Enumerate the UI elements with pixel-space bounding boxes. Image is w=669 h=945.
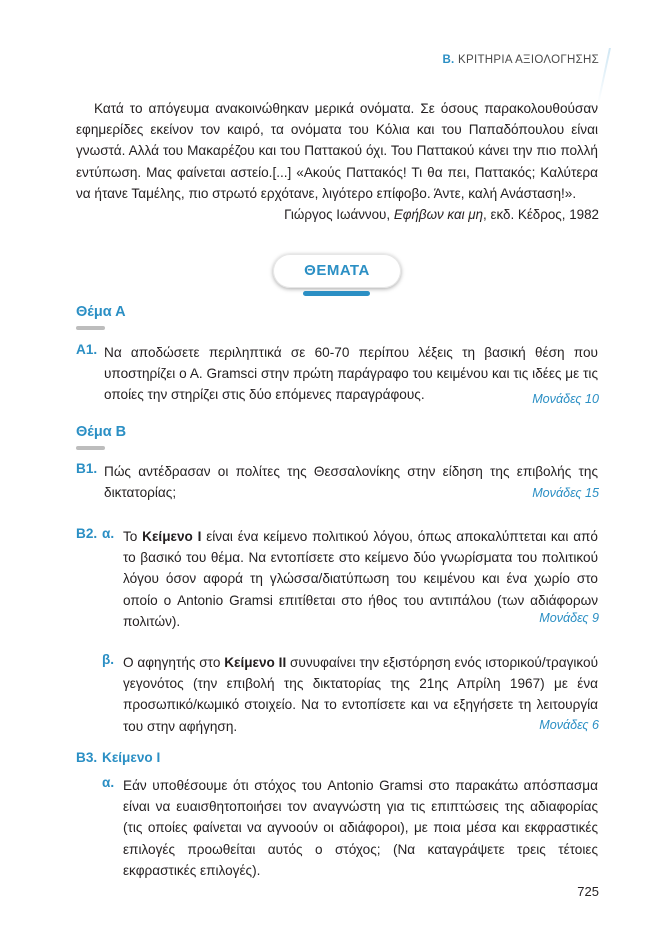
question-b2b-letter: β. (102, 652, 115, 667)
section-a-underline (76, 326, 105, 330)
citation-rest: , εκδ. Κέδρος, 1982 (483, 207, 599, 222)
themes-badge-underline (303, 291, 370, 296)
section-b-underline (76, 446, 105, 450)
header-lead: Β. (442, 54, 455, 66)
question-b2-number: Β2. (76, 526, 98, 541)
question-b2a-text (123, 526, 598, 632)
page-number: 725 (577, 884, 599, 899)
question-b1-number: Β1. (76, 461, 98, 476)
passage-text: Κατά το απόγευμα ανακοινώθηκαν μερικά ονόματα. Σε όσους παρακολουθούσαν εφημερίδες εκείνον τον καιρό, τα ονόματα του Κόλια και του Παπαδόπουλου είναι γνωστά. Αλλά του Μακαρέζου και του Παττακού όχι. Του Παττακού κάνει την πιο πολλή εντύπωση. Μας φαίνεται αστείο.[...] «Ακούς Παττακός! Τι θα πει, Παττακός; Καλύτερα να ήτανε Ταμέλης, πιο στρωτό ερχότανε, λιγότερο επίφοβο. Άντε, καλή Ανάσταση!». (76, 101, 598, 201)
b2b-intro: Ο αφηγητής στο (123, 655, 225, 670)
b2a-text-ref: Κείμενο Ι (142, 529, 202, 544)
question-b1-marks: Μονάδες 15 (532, 486, 599, 500)
themes-badge: ΘΕΜΑΤΑ (273, 254, 401, 288)
section-b-title: Θέμα Β (76, 424, 127, 440)
excerpt-passage (76, 98, 598, 204)
question-a1-number: Α1. (76, 342, 98, 357)
question-b3a-text: Εάν υποθέσουμε ότι στόχος του Antonio Gramsi στο παρακάτω απόσπασμα είναι να ευαισθητοποιήσει τον αναγνώστη για τις επιπτώσεις της αδιαφορίας (τις οποίες φαίνεται να αγνοούν οι αδιάφοροι), με ποια μέσα και εκφραστικές επιλογές προωθείται αυτός ο στόχος; (Να καταγράψετε τρεις τέτοιες εκφραστικές επιλογές). (123, 778, 598, 878)
b2a-intro: Το (123, 529, 143, 544)
question-a1-text: Να αποδώσετε περιληπτικά σε 60-70 περίπου λέξεις τη βασική θέση που υποστηρίζει ο Α. Gramsci στην πρώτη παράγραφο του κειμένου και τις ιδέες με τις οποίες την στηρίζει στις δύο επόμενες παραγράφους. (104, 345, 598, 403)
b2a-body: είναι ένα κείμενο πολιτικού λόγου, όπως αποκαλύπτεται και από το βασικό του θέμα. Να εντοπίσετε στο κείμενο δύο γνωρίσματα του πολιτικού λόγου όσον αφορά τη γλώσσα/διατύπωση του κειμένου και ένα χωρίο στο οποίο ο Antonio Gramsi επιτίθεται στο ήθος του αντιπάλου (των αδιάφορων πολιτών). (123, 529, 598, 629)
question-b3-heading: Κείμενο Ι (102, 750, 161, 765)
running-header (442, 54, 599, 66)
header-title: ΚΡΙΤΗΡΙΑ ΑΞΙΟΛΟΓΗΣΗΣ (458, 54, 599, 66)
citation-author: Γιώργος Ιωάννου, (284, 207, 391, 222)
passage-citation (284, 207, 599, 222)
b2b-body: συνυφαίνει την εξιστόρηση ενός ιστορικού/τραγικού γεγονότος (την επιβολή της δικτατορίας της 21ης Απρίλη 1967) με ένα προσωπικό/κωμικό στοιχείο. Να το εντοπίσετε και να εξηγήσετε τη λειτουργία του στην αφήγηση. (123, 655, 599, 734)
question-a1-marks: Μονάδες 10 (532, 392, 599, 406)
citation-work: Εφήβων και μη (393, 207, 484, 222)
question-b2a-marks: Μονάδες 9 (539, 611, 599, 625)
section-a-title: Θέμα Α (76, 304, 126, 320)
header-accent-line (597, 48, 611, 104)
question-b2b-text (123, 652, 598, 737)
question-b3-number: Β3. (76, 750, 98, 765)
question-b2b-marks: Μονάδες 6 (539, 718, 599, 732)
question-b3a-letter: α. (102, 775, 115, 790)
question-b1-text: Πώς αντέδρασαν οι πολίτες της Θεσσαλονίκης στην είδηση της επιβολής της δικτατορίας; (104, 464, 598, 501)
question-b2a-letter: α. (102, 526, 115, 541)
b2b-text-ref: Κείμενο ΙΙ (224, 655, 287, 670)
